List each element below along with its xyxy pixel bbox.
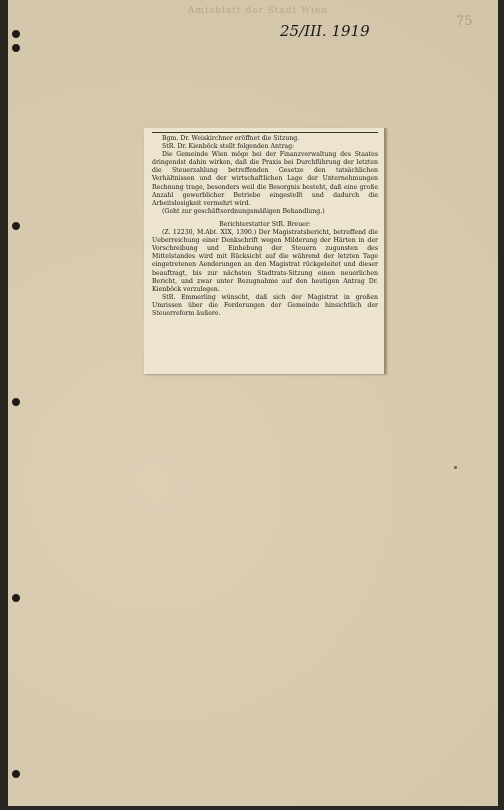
faded-header-stamp: Amtsblatt der Stadt Wien	[188, 6, 329, 16]
page-number: 75	[456, 14, 473, 29]
paper-spot	[454, 466, 457, 469]
punch-hole	[12, 594, 20, 602]
clipping-paragraph-report: (Z. 12230, M.Abt. XIX, 1390.) Der Magistratsbericht, betreffend die Ueberreichung einer Denkschrift wegen Milderung der Härten in der Vorschreibung und Einhebung der Steuern zugunsten des Mittelstandes wird mit Rücksicht auf die während der letzten Tage eingetretenen Aenderungen an den Magistrat rückgeleitet und dieser beauftragt, bis zur nächsten Stadtrats-Sitzung einen neuerlichen Bericht, und zwar unter Bezugnahme auf den heutigen Antrag Dr. Kienböck vorzulegen.	[152, 229, 378, 293]
punch-hole	[12, 398, 20, 406]
newspaper-clipping	[144, 128, 386, 374]
clipping-line-motion-intro: StR. Dr. Kienböck stellt folgenden Antrag:	[162, 143, 295, 151]
clipping-line-referral: (Geht zur geschäftsordnungsmäßigen Behandlung.)	[162, 207, 325, 215]
punch-hole	[12, 770, 20, 778]
clipping-line-rapporteur: Berichterstatter StR. Breuer:	[219, 220, 311, 228]
clipping-line-opening: Bgm. Dr. Weiskirchner eröffnet die Sitzung.	[162, 135, 300, 142]
handwritten-date: 25/III. 1919	[280, 22, 370, 40]
punch-hole	[12, 30, 20, 38]
punch-hole	[12, 222, 20, 230]
clipping-paragraph-motion: Die Gemeinde Wien möge bei der Finanzverwaltung des Staates dringendst dahin wirken, daß die Praxis bei Durchführung der letzten die Steuerzahlung betreffenden Gesetze den tatsächlichen Verhältnissen und der wirtschaftlichen Lage der Unternehmungen Rechnung trage, besonders weil die Besorgnis besteht, daß eine große Anzahl gewerblicher Betriebe eingestellt und dadurch die Arbeitslosigkeit vermehrt wird.	[152, 151, 378, 207]
document-page	[8, 0, 498, 806]
clipping-paragraph-request: StR. Emmerling wünscht, daß sich der Magistrat in großen Umrissen über die Forderungen der Gemeinde hinsichtlich der Steuerreform äußere.	[152, 293, 378, 317]
clipping-top-rule	[152, 132, 378, 133]
punch-hole	[12, 44, 20, 52]
